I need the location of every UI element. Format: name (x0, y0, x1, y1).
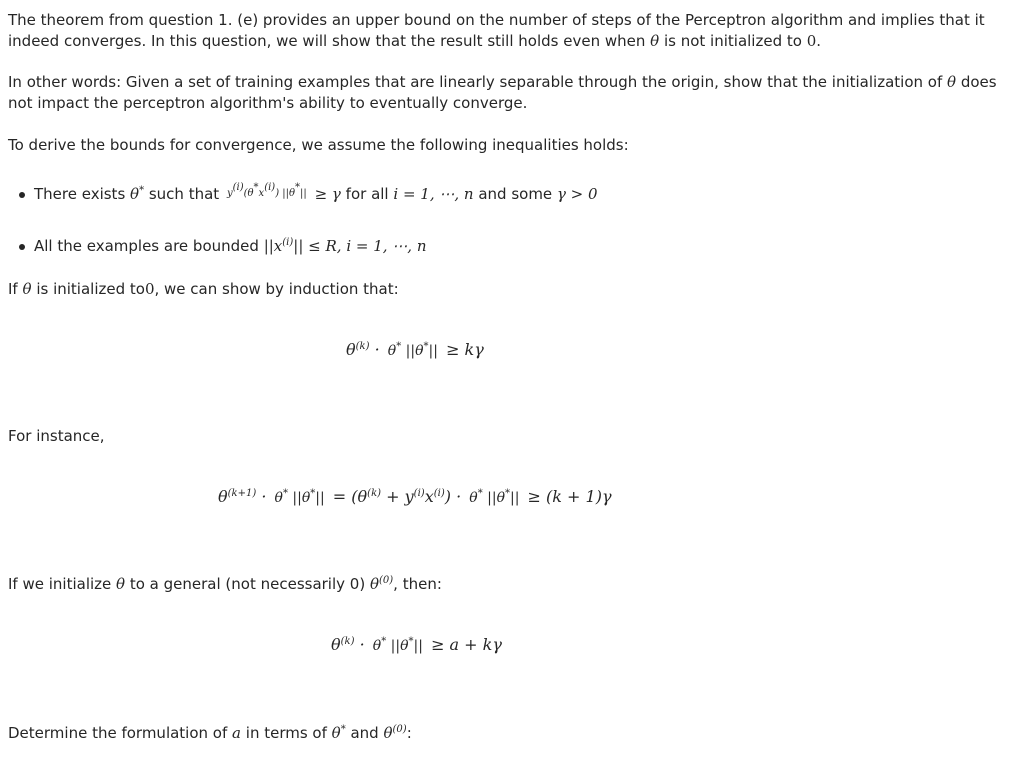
bullet1-prefix: There exists (34, 185, 126, 203)
derive-text: To derive the bounds for convergence, we assume the following inequalities holds: (8, 136, 629, 154)
general-init-paragraph (8, 574, 1008, 595)
determine-text: in terms of (245, 724, 327, 742)
theta-star-symbol: θ* (130, 185, 145, 203)
other-words-text-2: does not impact the perceptron algorithm's ability to eventually converge. (8, 73, 997, 112)
eq1-fraction: θ* ||θ*|| (387, 340, 438, 359)
other-words-text: In other words: Given a set of training examples that are linearly separable through the origin, show that the initialization of (8, 73, 943, 91)
for-instance-paragraph (8, 426, 1008, 447)
bullet1-condition: ≥ γ (314, 185, 341, 203)
theta-symbol: θ (650, 32, 660, 50)
general-prefix: If we initialize (8, 575, 112, 593)
if-init-prefix: If (8, 280, 18, 298)
general-suffix: , then: (393, 575, 442, 593)
eq3-lhs: $\theta^{(k)}$ · (331, 635, 365, 654)
theta-symbol: θ (947, 73, 957, 91)
determine-and: and (350, 724, 379, 742)
eq2-lhs: $\theta^{(k+1)}$ · (218, 487, 267, 506)
a-symbol: a (232, 724, 241, 742)
theta-star-symbol: θ* (331, 724, 346, 742)
bullet1-range: i = 1, ⋯, n (393, 185, 474, 203)
bullet2-prefix: All the examples are bounded (34, 237, 259, 255)
eq2-fraction-1: θ* ||θ*|| (274, 487, 325, 506)
eq2-rhs: ≥ (k + 1)γ (527, 487, 612, 506)
equation-1 (346, 340, 484, 359)
theta-zero-symbol: $\theta^{(0)}$ (369, 575, 394, 593)
determine-suffix: : (406, 724, 412, 742)
if-init-text: is initialized to (36, 280, 145, 298)
intro-text: The theorem from question 1. (e) provides an upper bound on the number of steps of the Perceptron algorithm and implies that it indeed converges. In this question, we will show that the result still holds even when (8, 11, 985, 50)
eq2-fraction-2: θ* ||θ*|| (469, 487, 520, 506)
bullet1-for-all: for all (345, 185, 389, 203)
eq1-rhs: ≥ kγ (446, 340, 484, 359)
bullet1-gamma-condition: γ > 0 (556, 185, 598, 203)
bullet2-expression: $||x^{(i)}|| \le R$, i = 1, ⋯, n (263, 237, 427, 255)
theta-symbol: θ (22, 280, 32, 298)
bullet-dot (19, 244, 25, 250)
theta-zero-symbol: $\theta^{(0)}$ (383, 724, 407, 742)
for-instance-text: For instance, (8, 427, 105, 445)
bullet-dot (19, 192, 25, 198)
zero-symbol: 0 (144, 280, 155, 298)
if-init-paragraph (8, 279, 1008, 300)
bullet1-middle: such that (148, 185, 220, 203)
eq3-rhs: ≥ a + kγ (431, 635, 502, 654)
general-text: to a general (not necessarily 0) (129, 575, 366, 593)
equation-2 (218, 487, 612, 506)
theta-symbol: θ (116, 575, 126, 593)
if-init-suffix: , we can show by induction that: (154, 280, 399, 298)
zero-symbol: 0. (806, 32, 822, 50)
determine-paragraph (8, 723, 1008, 744)
other-words-paragraph (8, 72, 1008, 114)
intro-text-2: is not initialized to (663, 32, 802, 50)
equation-3 (331, 635, 502, 654)
determine-prefix: Determine the formulation of (8, 724, 228, 742)
derive-paragraph (8, 135, 1008, 156)
eq1-lhs: $\theta^{(k)}$ · (346, 340, 380, 359)
bullet1-and-some: and some (478, 185, 553, 203)
eq3-fraction: θ* ||θ*|| (372, 635, 423, 654)
eq2-middle: = $(\theta^{(k)} + y^{(i)}x^{(i)})$ · (332, 487, 462, 506)
intro-paragraph (8, 10, 1008, 52)
bullet1-fraction: $y^{(i)}(\theta^*x^{(i)})$ ||θ*|| (226, 182, 307, 199)
